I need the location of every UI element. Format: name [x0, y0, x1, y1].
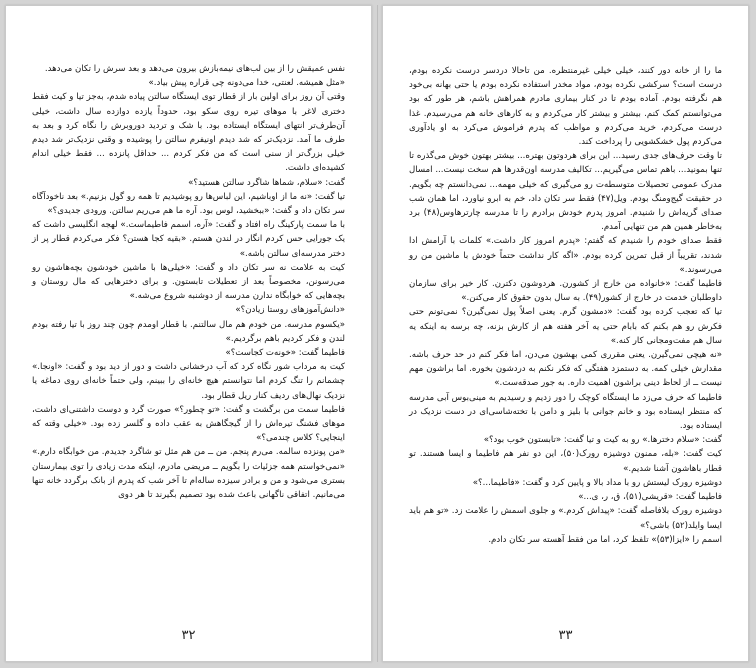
paragraph: ما را از خانه دور کنند، خیلی خیلی غیرمنتظره. من تاحالا درد‌سر درست نکرده بودم، درست است؟ سرکشی نکرده بودم، مواد مخدر استفاده نکرده بودم یا حتی بهانه بی‌خود هم نگرفته بودم. آماده بودم تا در کنار بیماری مادرم همراهش باشم، هر طور که بود می‌توانستم کمک کنم. بیشتر و بیشتر کار می‌کردم و به کارهای خانه هم می‌رسیدم. غذا درست می‌کردم، خرید می‌کردم و مواظب که پدرم فراموش می‌کرد به او یادآوری می‌کردم پول خشکشویی را پرداخت کند.	[409, 66, 722, 148]
paragraph: دوشیزه رورک لیستش رو با مداد بالا و پایین کرد و گفت: «فاطیما...؟»	[472, 477, 722, 488]
paragraph: فاطیما گفت: «خونه‌ت کجاست؟»	[225, 348, 345, 359]
paragraph: دوشیزه رورک بلافاصله گفت: «پیداش کردم.» و جلوی اسمش را علامت زد. «تو هم باید ایسا وایلد(۵۲) باشی؟»	[409, 506, 722, 531]
right-page	[382, 5, 749, 662]
paragraph: با ما سمت پارکینگ راه افتاد و گفت: «آره، اسمم فاطیماست.» لهجه انگلیسی داشت که یک جورایی حس کردم انگار در لندن هستم. «بقیه کجا هستن؟ فکر می‌کردم قطار پر از دختر مدرسه‌ای سالتن باشه.»	[32, 220, 345, 259]
paragraph: فاطیما سمت من برگشت و گفت: «تو چطور؟» صورت گرد و دوست داشتنی‌ای داشت، موهای فشنگ تیره‌اش را از گیجگاهش به عقب داده و گلسر زده بود. «خیلی وقته که اینجایی؟ کلاس چندمی؟»	[32, 404, 345, 444]
paragraph: تیا گفت: «نه ما از اوباشیم، این لباس‌ها رو پوشیدیم تا همه رو گول بزنیم.» بعد ناخودآگاه سر تکان داد و گفت: «ببخشید، لوس بود. آره ما هم می‌ریم سالتن. ورودی جدیدی؟»	[32, 191, 345, 217]
left-page-text	[32, 62, 345, 502]
paragraph: کیت گفت: «بله، ممنون دوشیزه رورک(۵۰)، این دو نفر هم فاطیما و ایسا هستند. تو قطار باهاشون آشنا شدیم.»	[409, 449, 722, 474]
paragraph: تیا که تعجب کرده بود گفت: «دمشون گرم. یعنی اصلاً پول نمی‌گیرن؟ نمی‌تونم حتی فکرش رو هم بکنم که بابام حتی یه آخر هفته هم از کارش بزنه، چه برسه به اینکه یه سال هم مفت‌ومجانی کار کنه.»	[409, 307, 722, 346]
right-page-text	[409, 64, 722, 547]
paragraph: «مثل همیشه. لعنتی، خدا می‌دونه چی قراره پیش بیاد.»	[148, 78, 345, 89]
paragraph: «نه هیچی نمی‌گیرن. یعنی مقرری کمی بهشون می‌دن، اما فکر کنم در حد حرف باشه. مقدارش خیلی کمه. به دستمزد هفتگی که فکر نکنم به دردشون بخوره. اما براشون مهم نیست ــ از لحاظ دینی براشون اهمیت داره. به جور صدقه‌ست.»	[409, 350, 722, 389]
paragraph: نفس عمیقش را از بین لب‌های نیمه‌بازش بیرون می‌دهد و بعد سرش را تکان می‌دهد.	[44, 64, 345, 74]
page-gutter	[377, 5, 378, 662]
left-page	[5, 5, 372, 662]
paragraph: گفت: «سلام، شماها شاگرد سالتن هستید؟»	[188, 177, 345, 188]
paragraph: «دانش‌آموزهای روستا زیادن؟»	[235, 305, 345, 316]
paragraph: فاطیما گفت: «قریشی(۵۱)، ق، ر، ی...»	[578, 492, 722, 503]
paragraph: اسمم را «ایزا(۵۳)» تلفظ کرد، اما من فقط آهسته سر تکان دادم.	[488, 534, 722, 545]
paragraph: کیت به علامت نه سر تکان داد و گفت: «خیلی‌ها با ماشین خودشون بچه‌هاشون رو می‌رسونن، مخصوصاً بعد از تعطیلات تابستون. و برای دخترهایی که مال روستان و بچه‌هایی که خوابگاه ندارن مدرسه از دوشنبه شروع می‌شه.»	[32, 262, 345, 302]
page-number: ۳۳	[558, 628, 573, 643]
paragraph: وقتی آن روز برای اولین بار از قطار توی ایستگاه سالتن پیاده شدم، به‌جز تیا و کیت فقط دختری لاغر با موهای تیره روی سکو بود، حدوداً یازده دوازده سال داشت، خیلی آن‌طرف‌تر انتهای ایستگاه ایستاده بود. با شک و تردید دوروبرش را نگاه کرد و بعد به طرف ما آمد. نزدیک‌تر که شد دیدم اونیفرم سالتن را پوشیده و وقتی نزدیک‌تر شد دیدم خیلی بزرگ‌تر از سنی است که من فکر کردم ... حداقل پانزده ... فقط خیلی اندام کشیده‌ای داشت.	[32, 92, 345, 174]
paragraph: گفت: «سلام دخترها.» رو به کیت و تیا گفت: «تابستون خوب بود؟»	[483, 435, 722, 446]
paragraph: فاطیما که حرف می‌زد ما ایستگاه کوچک را دور زدیم و رسیدیم به مینی‌بوس آبی مدرسه که منتظر ایستاده بود و خانم جوانی با بلیز و دامن با تخته‌شاسی‌ای در دست نزدیک در ایستاده بود.	[409, 392, 722, 432]
page-number: ۳۲	[181, 628, 196, 643]
paragraph: «یکسوم مدرسه. من خودم هم مال سالتنم. با قطار اومدم چون چند روز با تیا رفته بودم لندن و فکر کردیم باهم برگردیم.»	[32, 319, 345, 344]
paragraph: «من پونزده سالمه. می‌رم پنجم. من ــ من هم مثل تو شاگرد جدیدم. من خوابگاه دارم.» «نمی‌خواستم همه جزئیات را بگویم ــ مریضی مادرم، اینکه مدت زیادی را توی بیمارستان بستری می‌شود و من و برادر سیزده ساله‌ام تا آخر شب که پدرم از بانک برگردد خانه تنها می‌مانیم. اتفاقی ناگهانی باعث شده بود تصمیم بگیرند تا هر دوی	[32, 447, 345, 501]
paragraph: فاطیما گفت: «خانواده من خارج از کشورن. هردوشون دکترن. کار خیر برای سازمان داوطلبان خدمت در خارج از کشور(۴۹). به سال بدون حقوق کار می‌کنن.»	[409, 279, 722, 304]
paragraph: تا وقت حرف‌های جدی رسید... این برای هردوتون بهتره... بیشتر بهتون خوش می‌گذره تا تنها بمونید... باهم تماس می‌گیریم... تکالیف مدرسه اون‌قدرها هم سخت نیست... امسال مدرک عمومی تحصیلات متوسطه‌ت رو می‌گیری که خیلی مهمه... نمی‌دانستم چه بگویم. در حقیقت گیج‌ومنگ بودم. ویل(۴۷) فقط سر تکان داد، خم به ابرو نیاورد، اما همان شب صدای گریه‌اش را شنیدم. امروز پدرم خودش برادرم را تا مدرسه چارترهاوس(۴۸) برد به‌خاطر همین هم من تنهایی آمدم.	[409, 151, 722, 233]
paragraph: کیت به مرداب شور نگاه کرد که آب درخشانی داشت و دور از دید بود و گفت: «اونجا.» چشمانم را تنگ کردم اما نتوانستم هیچ خانه‌ای را ببینم، ولی حتماً خانه‌ای روی دماغه یا نزدیک نهال‌های ردیف کنار ریل قطار بود.	[32, 362, 345, 401]
paragraph: فقط صدای خودم را شنیدم که گفتم: «پدرم امروز کار داشت.» کلمات با آرامش ادا شدند، تقریباً از قبل تمرین کرده بودم. «اگه کار نداشت حتماً خودش با ماشین من رو می‌رسوند.»	[409, 236, 722, 275]
